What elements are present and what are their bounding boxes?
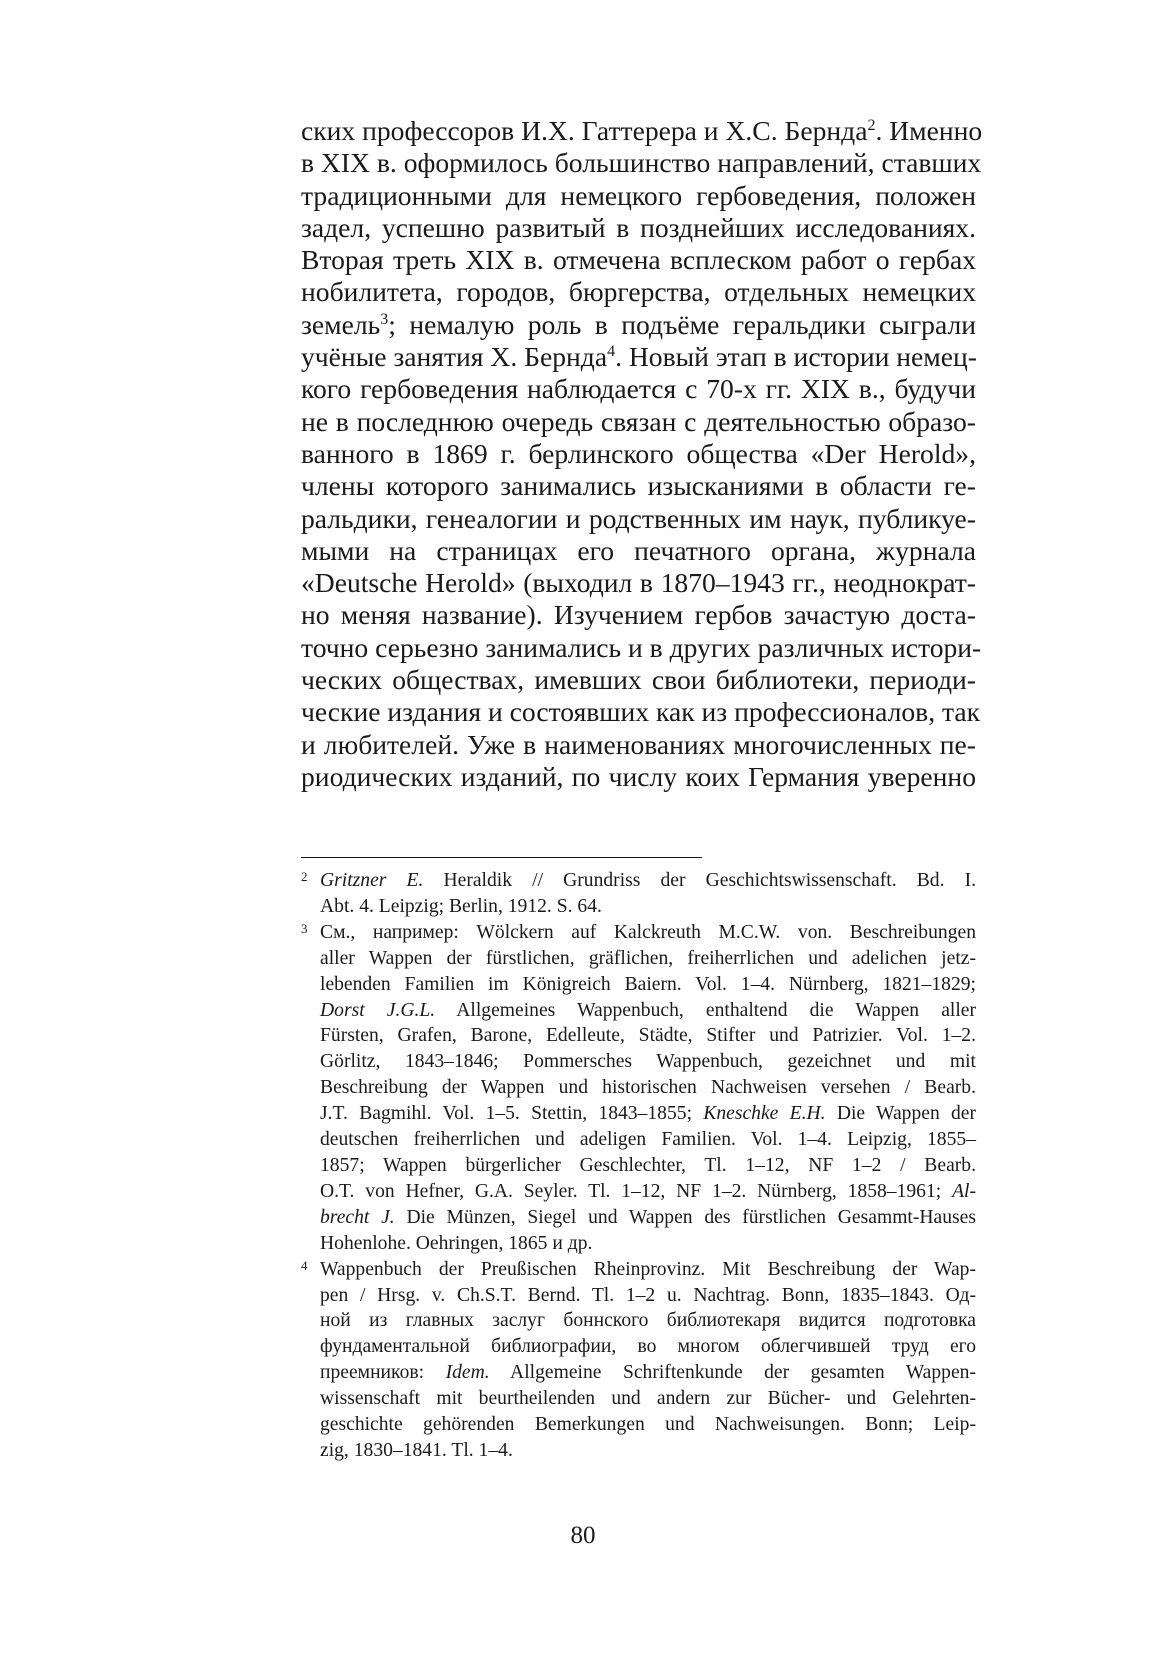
body-text-segment: члены которого занимались изысканиями в области ге- — [301, 470, 976, 502]
body-text-segment: и любителей. Уже в наименованиях многочисленных пе- — [301, 728, 976, 760]
body-text-segment: ральдики, генеалогии и родственных им наук, публикуе- — [301, 502, 976, 534]
footnote-line — [320, 1049, 976, 1075]
footnote-line — [320, 1308, 976, 1334]
body-text-segment: . Именно — [875, 115, 983, 146]
footnote-line — [320, 1127, 976, 1153]
body-text-segment: ; немалую роль в подъёме геральдики сыграли — [388, 308, 976, 340]
footnote-line — [320, 1257, 976, 1283]
footnote-text-segment: Allgemeines Wappenbuch, enthaltend die Wappen aller — [435, 999, 976, 1021]
footnote-reference: 4 — [607, 342, 616, 360]
body-text-line — [301, 470, 976, 502]
footnote-line — [320, 1179, 976, 1205]
footnote-line — [320, 1360, 976, 1386]
footnote-text-segment: Allgemeine Schriftenkunde der gesamten Wappen- — [489, 1362, 976, 1384]
body-text-line — [301, 180, 976, 212]
main-body-text — [301, 115, 983, 793]
body-text-segment: задел, успешно развитый в позднейших исследованиях. — [301, 211, 976, 243]
footnote-line — [320, 1153, 976, 1179]
body-text-line — [301, 503, 976, 535]
footnote-text-segment: Die Münzen, Siegel und Wappen des fürstlichen Gesammt-Hauses — [394, 1206, 976, 1228]
body-text-segment: учёные занятия Х. Бернда — [301, 341, 608, 373]
page-number: 80 — [570, 1522, 596, 1549]
footnote-3 — [301, 920, 976, 1257]
body-text-line — [301, 212, 976, 244]
body-text-segment: в XIX в. оформилось большинство направлений, ставших — [301, 147, 982, 179]
footnote-text-segment: Beschreibung der Wappen und historischen Nachweisen versehen / Bearb. — [320, 1077, 976, 1099]
body-text-segment: мыми на страницах его печатного органа, журнала — [301, 534, 976, 566]
footnote-text-segment: pen / Hrsg. v. Ch.S.T. Bernd. Tl. 1–2 u. Nachtrag. Bonn, 1835–1843. Од- — [320, 1284, 976, 1306]
footnote-text-segment: aller Wappen der fürstlichen, gräflichen, freiherrlichen und adelichen jetz- — [320, 947, 976, 969]
body-text-line — [301, 599, 976, 631]
footnote-text-segment: zig, 1830–1841. Tl. 1–4. — [320, 1439, 513, 1461]
footnote-2 — [301, 868, 976, 920]
body-text-line — [301, 696, 981, 728]
body-text-line — [301, 147, 982, 179]
footnote-line — [320, 920, 976, 946]
footnote-line — [320, 1412, 976, 1438]
footnote-line — [320, 1205, 976, 1231]
footnote-4 — [301, 1257, 976, 1464]
footnote-italic-author: Al- — [952, 1180, 976, 1202]
footnote-italic-author: Idem. — [445, 1362, 490, 1384]
footnote-italic-author: brecht J. — [320, 1206, 395, 1228]
footnote-text-segment: lebenden Familien im Königreich Baiern. Vol. 1–4. Nürnberg, 1821–1829; — [320, 973, 976, 995]
body-text-segment: земель — [301, 308, 381, 340]
body-text-segment: ческие издания и состоявших как из профессионалов, так — [301, 696, 981, 728]
body-text-segment: . Новый этап в истории немец- — [615, 341, 977, 373]
footnote-text-segment: Görlitz, 1843–1846; Pommersches Wappenbuch, gezeichnet und mit — [320, 1051, 976, 1073]
footnote-line — [320, 1023, 976, 1049]
body-text-line — [301, 535, 976, 567]
body-text-segment: «Deutsche Herold» (выходил в 1870–1943 гг., неоднократ- — [301, 567, 976, 599]
body-text-segment: точно серьезно занимались и в других различных истори- — [301, 631, 982, 663]
footnote-text-segment: deutschen freiherrlichen und adeligen Familien. Vol. 1–4. Leipzig, 1855– — [320, 1129, 976, 1151]
body-text-line — [301, 664, 976, 696]
body-text-segment: ских профессоров И.Х. Гаттерера и Х.С. Бернда — [301, 115, 868, 146]
footnote-text-segment: преемников: — [320, 1362, 446, 1384]
footnote-text-segment: 1857; Wappen bürgerlicher Geschlechter, Tl. 1–12, NF 1–2 / Bearb. — [320, 1154, 976, 1176]
footnotes-section — [301, 868, 976, 1464]
footnote-italic-author: Gritzner E. — [320, 870, 424, 891]
footnote-reference: 3 — [380, 310, 389, 328]
footnote-number: 3 — [301, 920, 308, 936]
body-text-line — [301, 309, 976, 341]
footnote-text-segment: Fürsten, Grafen, Barone, Edelleute, Städte, Stifter und Patrizier. Vol. 1–2. — [320, 1025, 976, 1047]
body-text-line — [301, 341, 976, 373]
footnote-number: 4 — [301, 1257, 308, 1273]
body-text-line — [301, 761, 976, 793]
footnote-line — [320, 1334, 976, 1360]
body-text-line — [301, 244, 976, 276]
footnote-text-segment: Hohenlohe. Oehringen, 1865 и др. — [320, 1232, 593, 1254]
footnote-line — [320, 868, 976, 894]
body-text-segment: но меняя название). Изучением гербов зачастую доста- — [301, 599, 976, 631]
footnote-text-segment: Wappenbuch der Preußischen Rheinprovinz. Mit Beschreibung der Wap- — [320, 1258, 976, 1280]
footnote-text-segment: фундаментальной библиографии, во многом облегчившей труд его — [320, 1336, 976, 1358]
body-text-segment: кого гербоведения наблюдается с 70-х гг. XIX в., будучи — [301, 373, 976, 405]
footnote-text-segment: Abt. 4. Leipzig; Berlin, 1912. S. 64. — [320, 895, 602, 917]
body-text-segment: риодических изданий, по числу коих Германия уверенно — [301, 760, 976, 792]
footnote-text-segment: wissenschaft mit beurtheilenden und andern zur Bücher- und Gelehrten- — [320, 1388, 976, 1410]
footnote-line — [320, 1438, 976, 1464]
footnote-text-segment: Heraldik // Grundriss der Geschichtswissenschaft. Bd. I. — [423, 870, 976, 891]
footnote-line — [320, 1101, 976, 1127]
footnote-italic-author: Dorst J.G.L. — [320, 999, 436, 1021]
body-text-segment: ческих обществах, имевших свои библиотеки, периоди- — [301, 664, 976, 696]
footnote-line — [320, 972, 976, 998]
body-text-segment: не в последнюю очередь связан с деятельностью образо- — [301, 405, 976, 437]
footnote-text-segment: См., например: Wölckern auf Kalckreuth M.C.W. von. Beschreibungen — [320, 921, 976, 943]
footnote-separator-rule — [301, 857, 702, 858]
footnote-line — [320, 998, 976, 1024]
footnote-line — [320, 1231, 976, 1257]
footnote-text-segment: geschichte gehörenden Bemerkungen und Nachweisungen. Bonn; Leip- — [320, 1414, 976, 1436]
body-text-line — [301, 406, 976, 438]
footnote-number: 2 — [301, 869, 308, 884]
body-text-line — [301, 729, 976, 761]
body-text-line — [301, 373, 976, 405]
footnote-line — [320, 1283, 976, 1309]
footnote-text-segment: O.T. von Hefner, G.A. Seyler. Tl. 1–12, NF 1–2. Nürnberg, 1858–1961; — [320, 1180, 953, 1202]
body-text-segment: традиционными для немецкого гербоведения, положен — [301, 179, 976, 211]
footnote-text-segment: Die Wappen der — [825, 1103, 977, 1125]
body-text-line — [301, 567, 976, 599]
body-text-segment: нобилитета, городов, бюргерства, отдельных немецких — [301, 276, 976, 308]
body-text-segment: Вторая треть XIX в. отмечена всплеском работ о гербах — [301, 244, 976, 276]
footnote-line — [320, 946, 976, 972]
footnote-line — [320, 894, 976, 920]
footnote-line — [320, 1386, 976, 1412]
footnote-line — [320, 1075, 976, 1101]
body-text-segment: ванного в 1869 г. берлинского общества «Der Herold», — [301, 437, 976, 469]
body-text-line — [301, 438, 976, 470]
footnote-text-segment: J.T. Bagmihl. Vol. 1–5. Stettin, 1843–1855; — [320, 1103, 704, 1125]
footnote-text-segment: ной из главных заслуг боннского библиотекаря видится подготовка — [320, 1310, 976, 1332]
body-text-line — [301, 631, 982, 664]
footnote-italic-author: Kneschke E.H. — [703, 1103, 826, 1125]
body-text-line — [301, 276, 976, 308]
footnote-reference: 2 — [867, 116, 876, 134]
body-text-line — [301, 115, 983, 147]
